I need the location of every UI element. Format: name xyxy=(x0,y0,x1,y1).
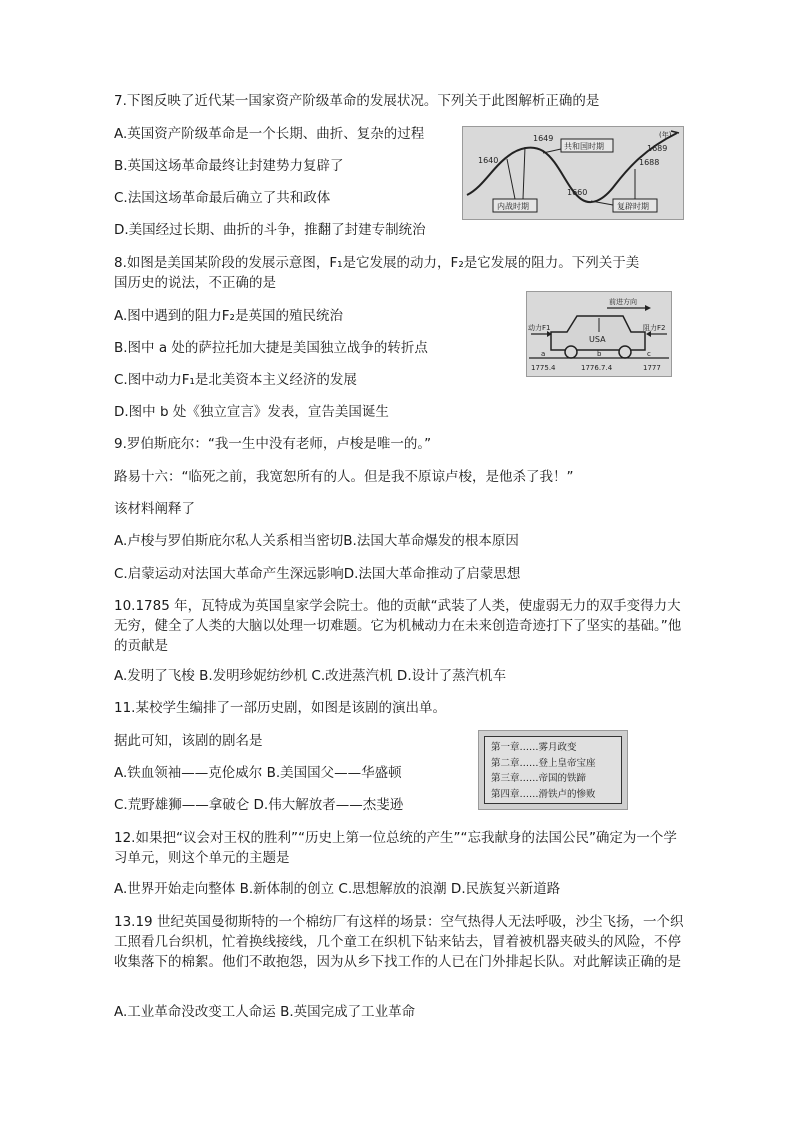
playbill-line: 第三章……帝国的铁蹄 xyxy=(491,773,587,784)
year-1649: 1649 xyxy=(533,134,554,143)
q8-option-c: C.图中动力F₁是北美资本主义经济的发展 xyxy=(114,372,357,388)
year-1640: 1640 xyxy=(478,156,499,165)
q11-stem: 11.某校学生编排了一部历史剧，如图是该剧的演出单。 xyxy=(114,700,446,716)
playbill-line: 第四章……滑铁卢的惨败 xyxy=(491,788,596,800)
force1-label: 动力F1 xyxy=(528,324,551,332)
q8-stem-line2: 国历史的说法，不正确的是 xyxy=(114,275,276,291)
direction-label: 前进方向 xyxy=(609,298,637,306)
q10-stem: 10.1785 年，瓦特成为英国皇家学会院士。他的贡献“武装了人类，使虚弱无力的双手变得力大无穷，健全了人类的大脑以处理一切难题。它为机械动力在未来创造奇迹打下了坚实的基础。”他的贡献是 xyxy=(114,598,682,654)
q12-options: A.世界开始走向整体 B.新体制的创立 C.思想解放的浪潮 D.民族复兴新道路 xyxy=(114,881,561,897)
q9-options-ab: A.卢梭与罗伯斯庇尔私人关系相当密切B.法国大革命爆发的根本原因 xyxy=(114,533,519,549)
year-1660: 1660 xyxy=(567,188,588,197)
date-1775: 1775.4 xyxy=(531,364,556,372)
date-1777: 1777 xyxy=(643,364,661,372)
playbill-line: 第二章……登上皇帝宝座 xyxy=(491,757,596,769)
q7-stem: 7.下图反映了近代某一国家资产阶级革命的发展状况。下列关于此图解析正确的是 xyxy=(114,93,600,109)
q7-option-d: D.美国经过长期、曲折的斗争，推翻了封建专制统治 xyxy=(114,222,426,238)
q8-option-a: A.图中遇到的阻力F₂是英国的殖民统治 xyxy=(114,308,343,324)
restoration-period-box: 复辟时期 xyxy=(617,202,649,211)
date-1776: 1776.7.4 xyxy=(581,364,613,372)
q9-quote-louis: 路易十六：“临死之前，我宽恕所有的人。但是我不原谅卢梭，是他杀了我！” xyxy=(114,469,574,485)
year-1689: 1689 xyxy=(647,144,668,153)
q7-revolution-curve-figure xyxy=(462,126,684,220)
point-c: c xyxy=(647,350,651,358)
q7-option-c: C.法国这场革命最后确立了共和政体 xyxy=(114,190,331,206)
force2-label: 阻力F2 xyxy=(643,324,666,332)
car-usa-label: USA xyxy=(589,335,606,344)
q8-option-b: B.图中 a 处的萨拉托加大捷是美国独立战争的转折点 xyxy=(114,340,428,356)
point-b: b xyxy=(597,350,602,358)
q7-option-b: B.英国这场革命最终让封建势力复辟了 xyxy=(114,158,344,174)
point-a: a xyxy=(541,350,546,358)
q8-stem-line1: 8.如图是美国某阶段的发展示意图，F₁是它发展的动力，F₂是它发展的阻力。下列关于美 xyxy=(114,255,640,271)
republic-period-box: 共和国时期 xyxy=(564,142,604,151)
car-body xyxy=(551,316,645,350)
q13-options: A.工业革命没改变工人命运 B.英国完成了工业革命 xyxy=(114,1004,416,1020)
civil-war-period-box: 内战时期 xyxy=(497,202,529,211)
q9-stem: 该材料阐释了 xyxy=(114,501,195,517)
q12-stem: 12.如果把“议会对王权的胜利”“历史上第一位总统的产生”“忘我献身的法国公民”确定为一个学习单元，则这个单元的主题是 xyxy=(114,830,677,866)
q11-stem2: 据此可知，该剧的剧名是 xyxy=(114,733,263,749)
q11-playbill-figure xyxy=(478,730,628,810)
q13-stem: 13.19 世纪英国曼彻斯特的一个棉纺厂有这样的场景：空气热得人无法呼吸，沙尘飞扬，一个织工照看几台织机，忙着换线接线，几个童工在织机下钻来钻去，冒着被机器夹破头的风险，不停收集落下的棉絮。他们不敢抱怨，因为从乡下找工作的人已在门外排起长队。对此解读正确的是 xyxy=(114,914,684,970)
q8-option-d: D.图中 b 处《独立宣言》发表，宣告美国诞生 xyxy=(114,404,389,420)
year-unit-label: (年) xyxy=(659,131,672,139)
q11-options-cd: C.荒野雄狮——拿破仑 D.伟大解放者——杰斐逊 xyxy=(114,797,404,813)
car-wheel-icon xyxy=(565,346,577,358)
car-wheel-icon xyxy=(619,346,631,358)
playbill-line: 第一章……雾月政变 xyxy=(491,742,577,753)
q8-usa-car-figure xyxy=(526,291,672,377)
q10-options: A.发明了飞梭 B.发明珍妮纺纱机 C.改进蒸汽机 D.设计了蒸汽机车 xyxy=(114,668,507,684)
year-1688: 1688 xyxy=(639,158,660,167)
q9-quote-robespierre: 9.罗伯斯庇尔：“我一生中没有老师，卢梭是唯一的。” xyxy=(114,436,432,452)
q11-options-ab: A.铁血领袖——克伦威尔 B.美国国父——华盛顿 xyxy=(114,765,402,781)
q7-option-a: A.英国资产阶级革命是一个长期、曲折、复杂的过程 xyxy=(114,126,425,142)
q9-options-cd: C.启蒙运动对法国大革命产生深远影响D.法国大革命推动了启蒙思想 xyxy=(114,566,521,582)
